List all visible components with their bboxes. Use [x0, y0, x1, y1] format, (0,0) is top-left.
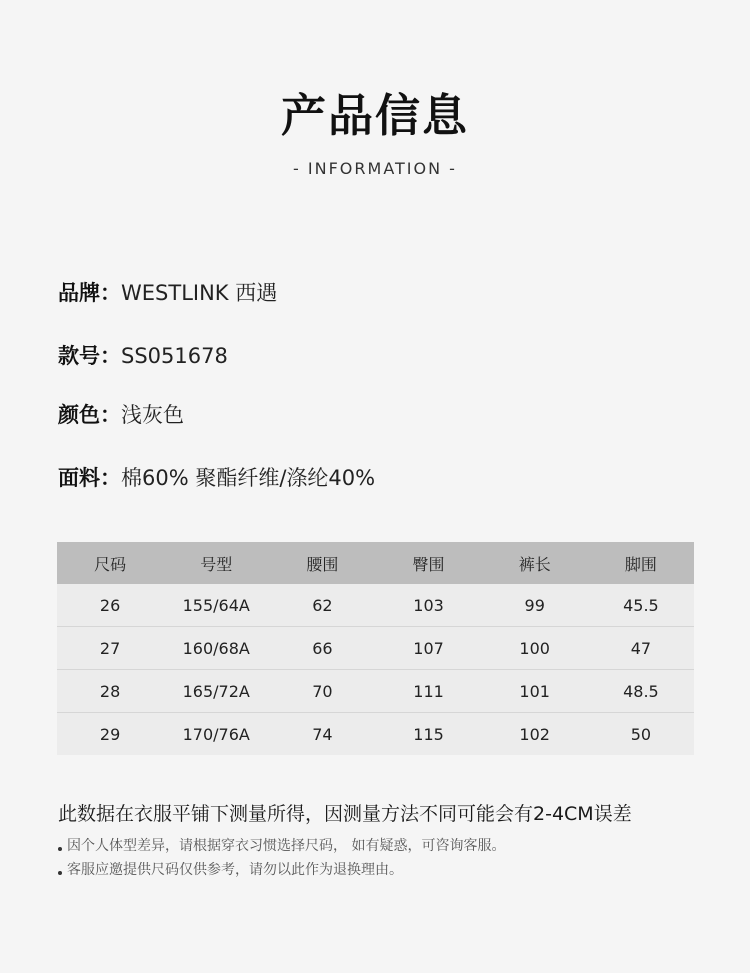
table-cell: 115	[375, 713, 481, 756]
color-label: 颜色：	[58, 403, 121, 427]
size-table-header-row	[57, 542, 694, 584]
table-cell: 155/64A	[163, 584, 269, 627]
fabric-label: 面料：	[58, 466, 121, 490]
table-cell: 45.5	[588, 584, 694, 627]
size-table	[57, 542, 694, 755]
table-cell: 160/68A	[163, 627, 269, 670]
table-cell: 103	[375, 584, 481, 627]
header-size: 尺码	[57, 542, 163, 584]
table-cell: 102	[482, 713, 588, 756]
table-cell: 66	[269, 627, 375, 670]
brand-value: WESTLINK 西遇	[121, 281, 278, 305]
page-title: 产品信息	[280, 89, 469, 142]
bullet-icon	[58, 847, 62, 851]
note-item	[58, 835, 505, 857]
color-value: 浅灰色	[121, 403, 184, 427]
header-hip: 臀围	[375, 542, 481, 584]
note-text: 因个人体型差异，请根据穿衣习惯选择尺码， 如有疑惑，可咨询客服。	[67, 838, 506, 854]
style-no-row	[58, 341, 228, 371]
table-cell: 50	[588, 713, 694, 756]
table-cell: 74	[269, 713, 375, 756]
table-cell: 100	[482, 627, 588, 670]
table-cell: 170/76A	[163, 713, 269, 756]
brand-label: 品牌：	[58, 281, 121, 305]
brand-row	[58, 278, 277, 308]
table-cell: 26	[57, 584, 163, 627]
bullet-icon	[58, 871, 62, 875]
table-cell: 48.5	[588, 670, 694, 713]
table-row	[57, 670, 694, 713]
note-text: 客服应邀提供尺码仅供参考，请勿以此作为退换理由。	[67, 862, 403, 878]
table-row	[57, 713, 694, 756]
fabric-value: 棉60% 聚酯纤维/涤纶40%	[121, 466, 376, 490]
style-no-label: 款号：	[58, 344, 121, 368]
table-cell: 70	[269, 670, 375, 713]
table-cell: 101	[482, 670, 588, 713]
fabric-row	[58, 463, 375, 493]
table-row	[57, 584, 694, 627]
table-cell: 47	[588, 627, 694, 670]
table-cell: 165/72A	[163, 670, 269, 713]
table-row	[57, 627, 694, 670]
style-no-value: SS051678	[121, 344, 228, 368]
header-fit: 号型	[163, 542, 269, 584]
header-hem: 脚围	[588, 542, 694, 584]
table-cell: 29	[57, 713, 163, 756]
table-cell: 107	[375, 627, 481, 670]
measurement-note: 此数据在衣服平铺下测量所得，因测量方法不同可能会有2-4CM误差	[58, 803, 632, 825]
header-waist: 腰围	[269, 542, 375, 584]
table-cell: 99	[482, 584, 588, 627]
table-cell: 62	[269, 584, 375, 627]
table-cell: 111	[375, 670, 481, 713]
note-item	[58, 859, 403, 881]
table-cell: 28	[57, 670, 163, 713]
table-cell: 27	[57, 627, 163, 670]
page-subtitle: - INFORMATION -	[293, 159, 457, 178]
color-row	[58, 400, 184, 430]
header-length: 裤长	[482, 542, 588, 584]
